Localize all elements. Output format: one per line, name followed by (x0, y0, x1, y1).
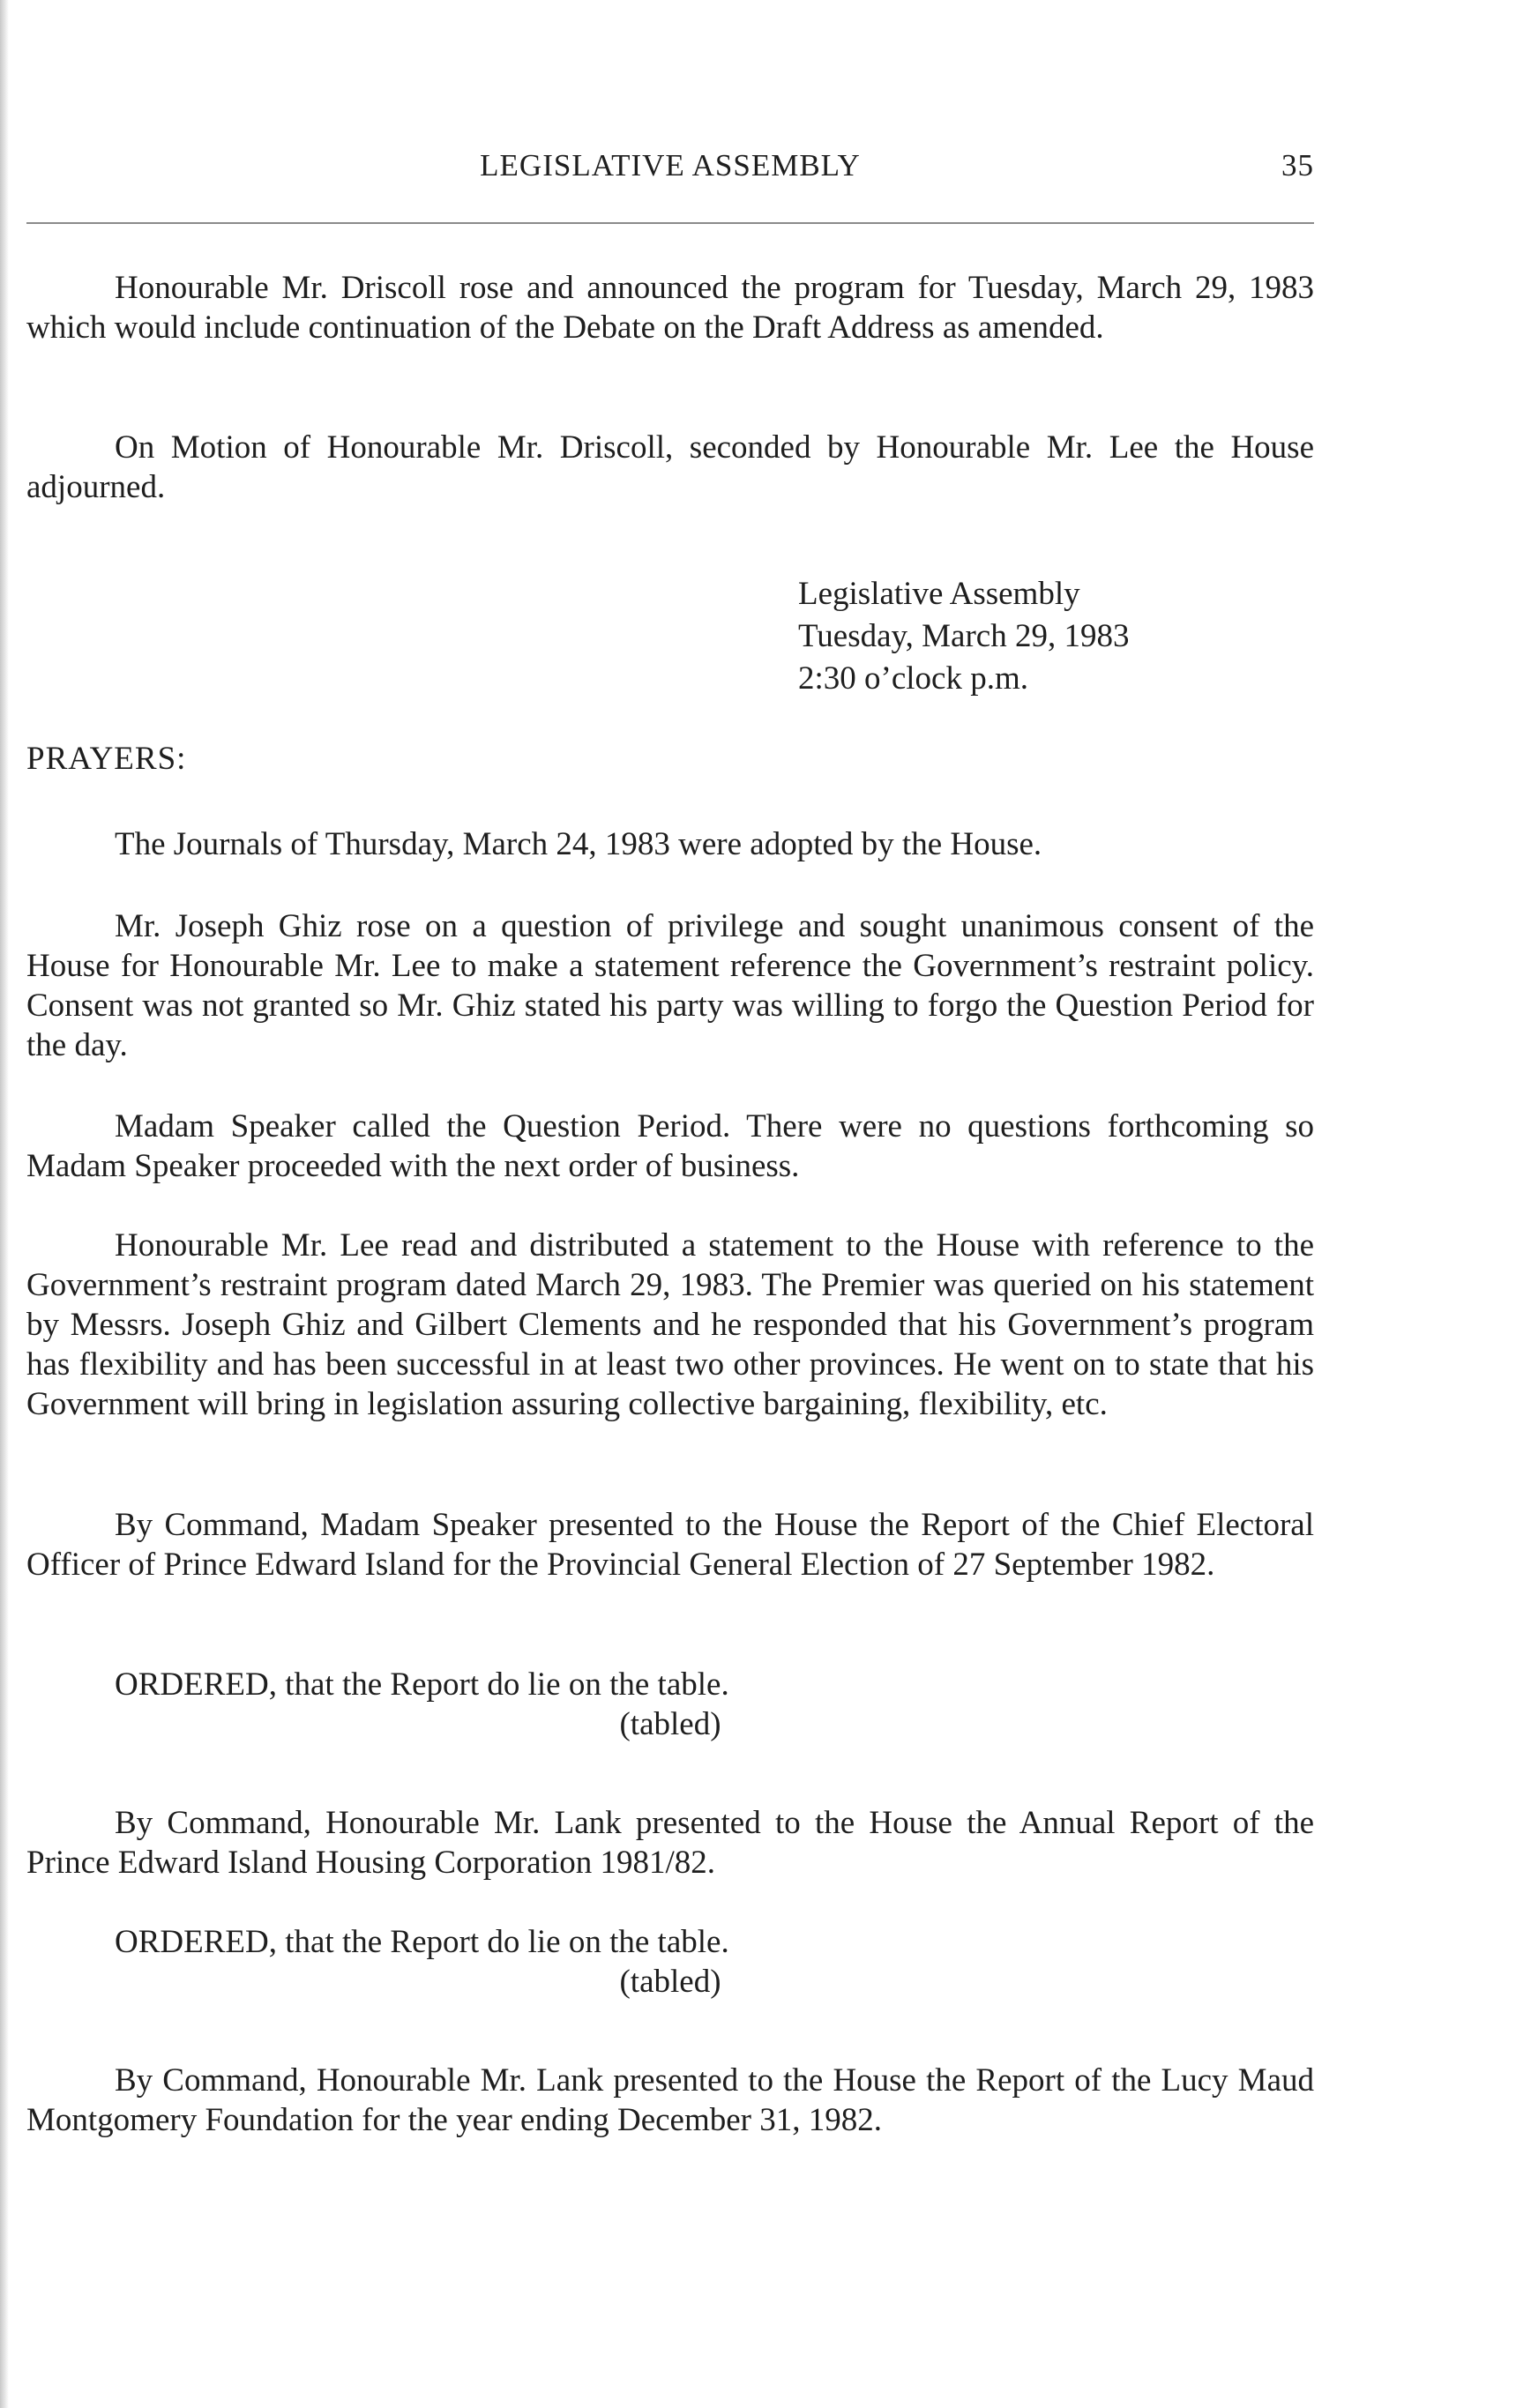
page-number: 35 (1281, 148, 1314, 183)
paragraph-program-announcement: Honourable Mr. Driscoll rose and announced the program for Tuesday, March 29, 1983 which would include continuation of the Debate on the Draft Address as amended. (26, 270, 1314, 346)
tabled-note-1: (tabled) (619, 1706, 721, 1742)
paragraph-restraint-statement: Honourable Mr. Lee read and distributed a statement to the House with reference to the Government’s restraint program dated March 29, 1983. The Premier was queried on his statement by Messrs. Joseph Ghiz and Gilbert Clements and he responded that his Government’s program has flexibility and has been successful in at least two other provinces. He went on to state that his Government will bring in legislation assuring collective bargaining, flexibility, etc. (26, 1227, 1314, 1422)
sitting-time: 2:30 o’clock p.m. (798, 660, 1029, 697)
sitting-body: Legislative Assembly (798, 576, 1080, 612)
running-head (26, 148, 1314, 192)
paragraph-montgomery-foundation-report: By Command, Honourable Mr. Lank presented to the House the Report of the Lucy Maud Montgomery Foundation for the year ending December 31, 1982. (26, 2062, 1314, 2138)
header-rule (26, 222, 1314, 224)
sitting-dateline (798, 573, 1129, 700)
paragraph-housing-corporation-report: By Command, Honourable Mr. Lank presented to the House the Annual Report of the Prince Edward Island Housing Corporation 1981/82. (26, 1805, 1314, 1881)
paragraph-question-period: Madam Speaker called the Question Period. There were no questions forthcoming so Madam Speaker proceeded with the next order of business. (26, 1108, 1314, 1184)
paragraph-ordered-1: ORDERED, that the Report do lie on the table. (115, 1666, 729, 1703)
paragraph-journals-adopted: The Journals of Thursday, March 24, 1983 were adopted by the House. (115, 826, 1042, 862)
paragraph-ordered-2: ORDERED, that the Report do lie on the table. (115, 1924, 729, 1960)
page-edge-shadow (0, 0, 9, 2408)
paragraph-question-of-privilege: Mr. Joseph Ghiz rose on a question of privilege and sought unanimous consent of the House for Honourable Mr. Lee to make a statement reference the Government’s restraint policy. Consent was not granted so Mr. Ghiz stated his party was willing to forgo the Question Period for the day. (26, 908, 1314, 1063)
paragraph-electoral-report: By Command, Madam Speaker presented to the House the Report of the Chief Electoral Officer of Prince Edward Island for the Provincial General Election of 27 September 1982. (26, 1507, 1314, 1583)
paragraph-adjournment-motion: On Motion of Honourable Mr. Driscoll, seconded by Honourable Mr. Lee the House adjourned. (26, 429, 1314, 505)
tabled-note-2: (tabled) (619, 1964, 721, 2000)
running-head-title: LEGISLATIVE ASSEMBLY (480, 148, 861, 183)
sitting-date: Tuesday, March 29, 1983 (798, 618, 1130, 654)
prayers-heading: PRAYERS: (26, 741, 187, 777)
